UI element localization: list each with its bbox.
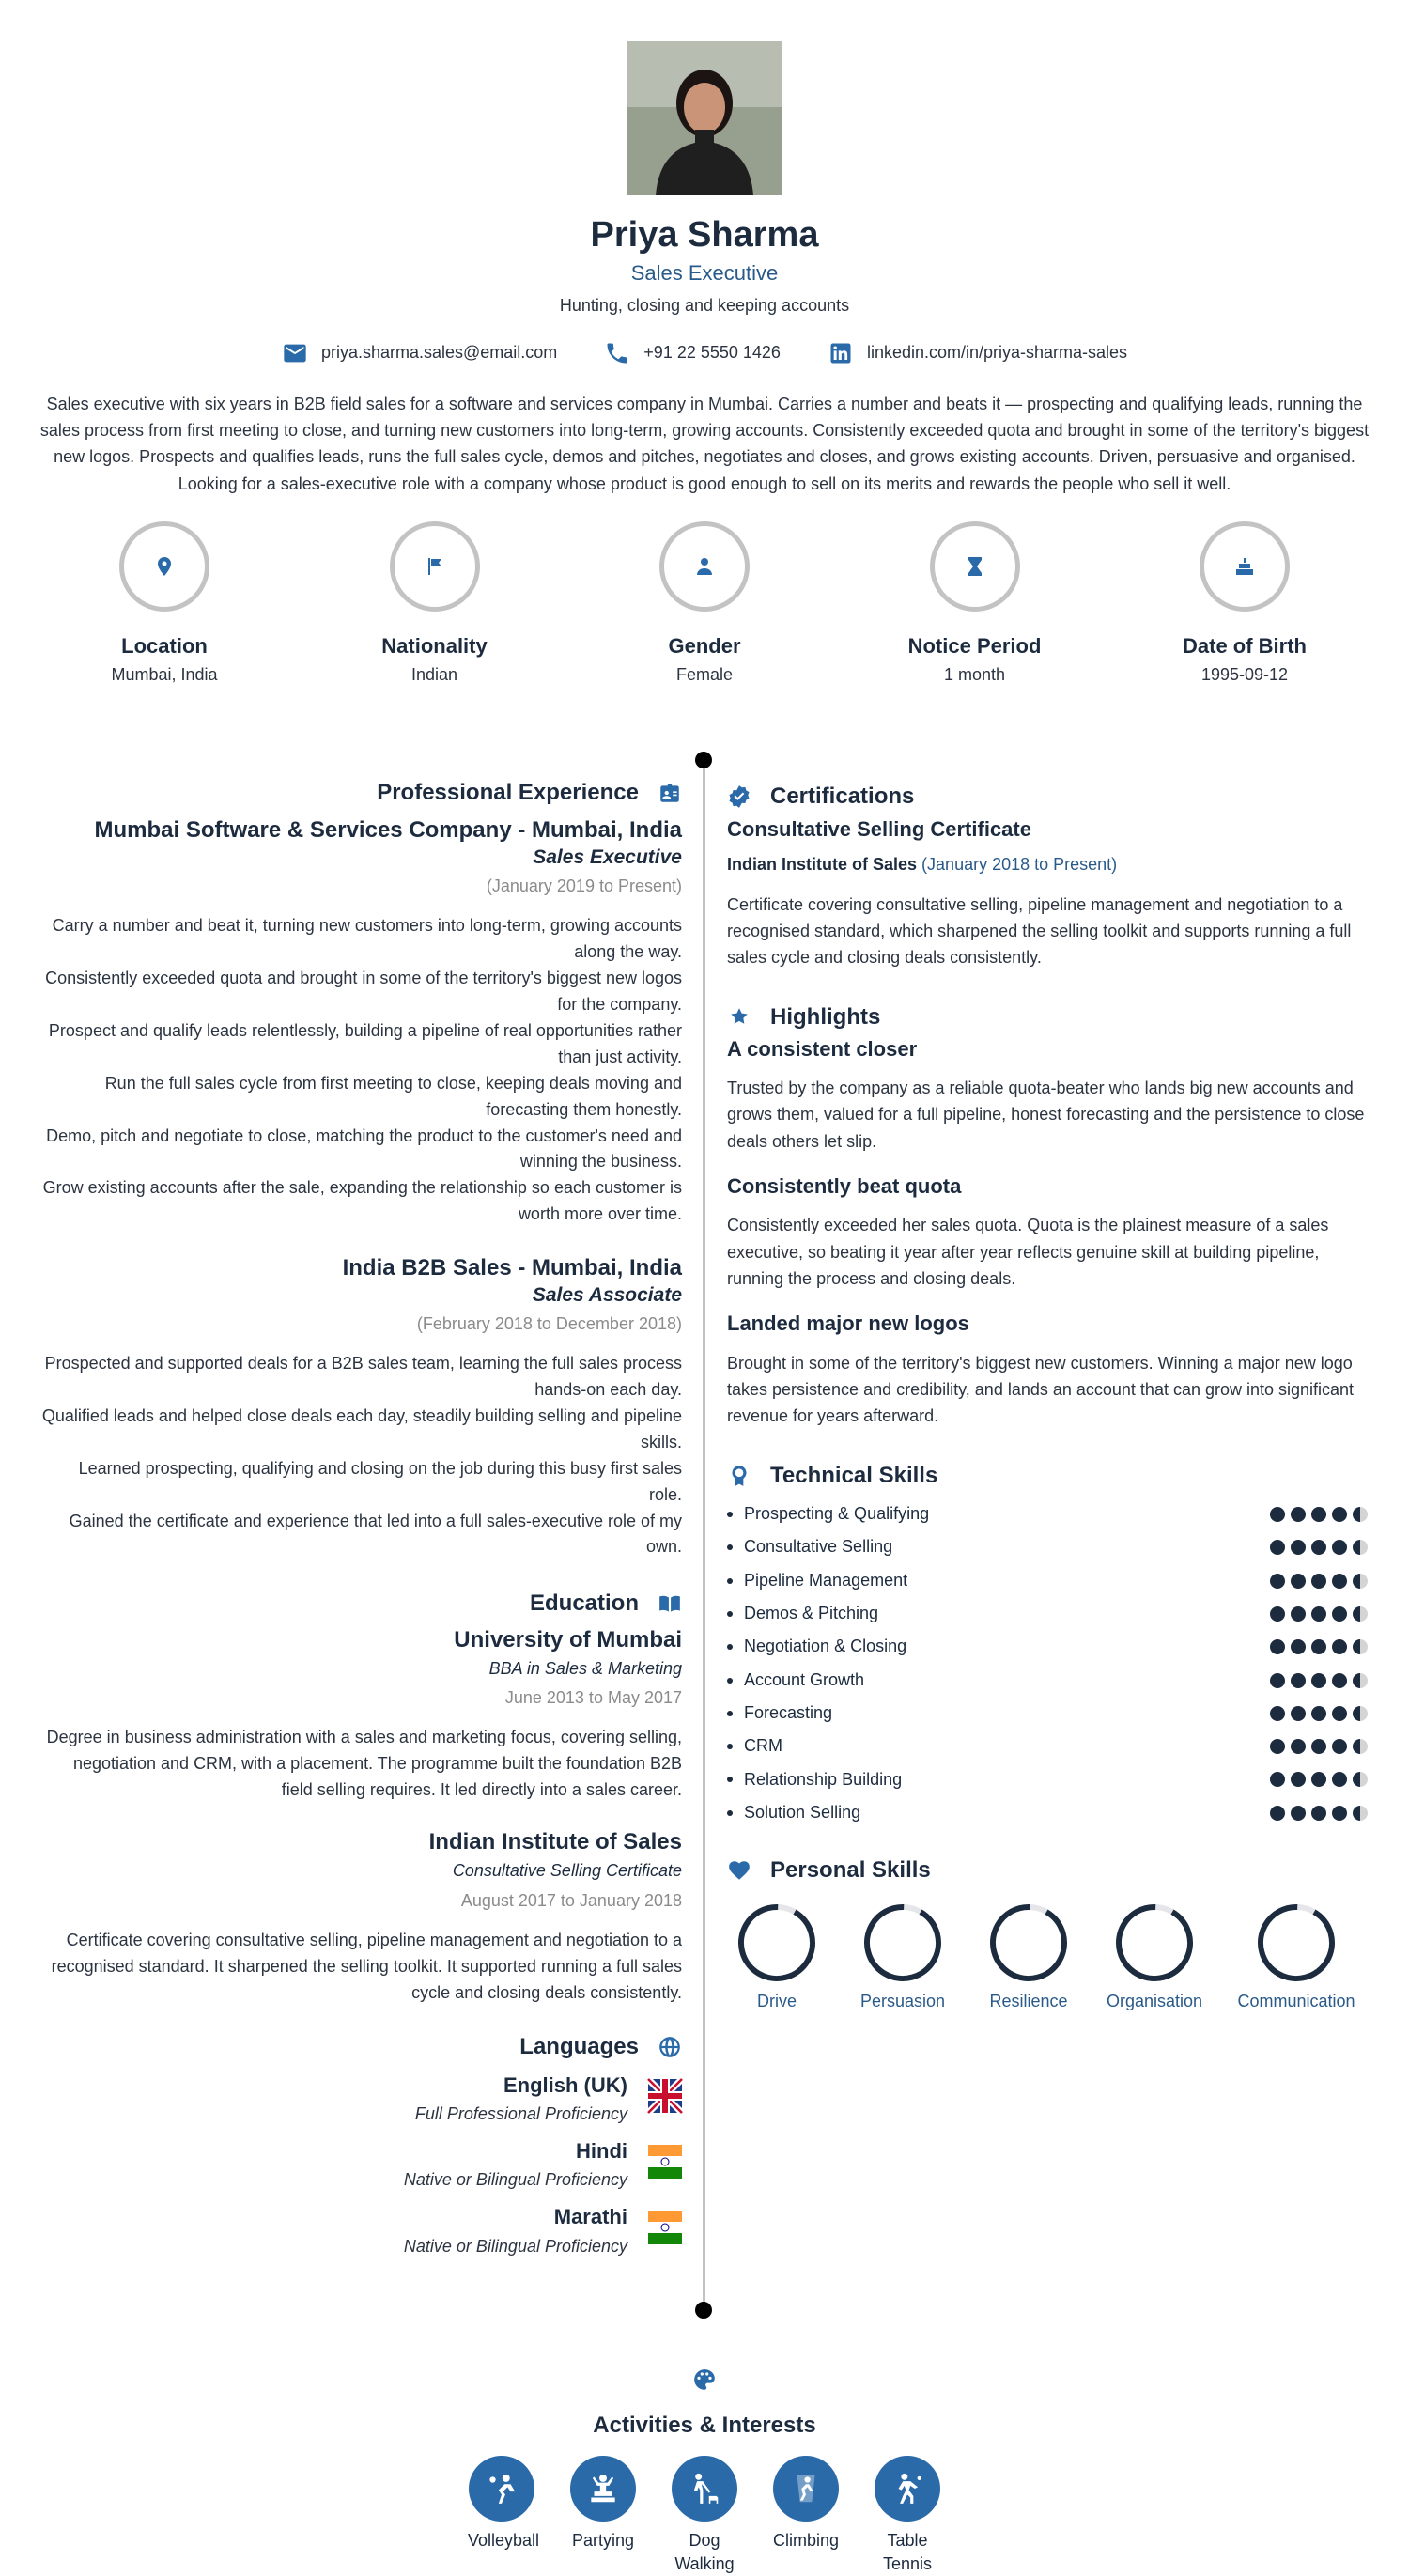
rating-dot [1353,1639,1368,1654]
award-ribbon-icon [727,1464,751,1488]
personal-skill [1105,1902,1204,2015]
highlight-title: Consistently beat quota [727,1173,962,1198]
contact-bar [0,340,1409,366]
skill-name: Consultative Selling [727,1534,892,1560]
rating-dot [1270,1673,1285,1688]
location-pin-icon [153,555,176,578]
skill-name: CRM [727,1733,782,1760]
job-dates: (January 2019 to Present) [486,877,682,896]
info-gender [615,521,794,689]
job-bullet: Consistently exceeded quota and brought in some of the territory's biggest new logos for the company. [45,969,682,1015]
info-value: Indian [410,665,458,685]
cert-org-line [727,852,1368,878]
personal-skill-label: Organisation [1106,1991,1203,2010]
job-title: Sales Executive [533,846,682,869]
cert-org: Indian Institute of Sales [727,854,918,874]
rating-dot [1353,1706,1368,1721]
experience-heading [41,778,682,807]
rating-dot [1291,1673,1306,1688]
info-label: Nationality [381,633,488,658]
personal-skill-label: Persuasion [859,1991,946,2010]
rating-dot [1311,1574,1326,1589]
languages-heading [41,2032,682,2061]
activities-list [0,2456,1409,2576]
candidate-tagline: Hunting, closing and keeping accounts [559,295,850,315]
info-label: Gender [668,633,741,658]
activity-item [772,2456,840,2576]
skill-ring [988,1902,1069,1983]
job-bullet: Demo, pitch and negotiate to close, matching the product to the customer's need and winning the business. [46,1125,682,1172]
resume-header [0,0,1409,497]
skill-ring [1256,1902,1337,1983]
skill-row [727,1697,1368,1730]
job-bullets [41,1351,682,1560]
job-company: India B2B Sales - Mumbai, India [342,1255,682,1281]
language-name: Hindi [576,2138,627,2163]
skill-name: Negotiation & Closing [727,1634,906,1660]
section-title: Education [529,1591,639,1617]
info-location [75,521,254,689]
table-tennis-icon [875,2456,940,2522]
activity-item [671,2456,738,2576]
rating-dot [1291,1739,1306,1754]
rating-dot [1291,1606,1306,1622]
book-icon [658,1591,682,1616]
rating-dot [1270,1639,1285,1654]
skill-rating [1270,1806,1368,1821]
rating-dot [1270,1507,1285,1522]
personal-skill-label: Communication [1237,1991,1355,2010]
skill-row [727,1763,1368,1796]
highlight-description: Trusted by the company as a reliable quota-beater who lands big new accounts and grows them, valued for a full pipeline, honest forecasting and the persistence to close deals others let slip. [727,1079,1365,1151]
email-icon [282,340,308,366]
skill-rating [1270,1606,1368,1622]
rating-dot [1291,1639,1306,1654]
rating-dot [1270,1806,1285,1821]
education-heading [41,1589,682,1618]
info-ring [119,521,209,612]
edu-school: Indian Institute of Sales [428,1829,682,1855]
info-value: 1995-09-12 [1200,665,1289,685]
section-title: Certifications [770,784,915,809]
rating-dot [1332,1806,1347,1821]
activity-label: Table Tennis [882,2531,933,2574]
skill-name: Pipeline Management [727,1568,907,1594]
info-ring [1200,521,1290,612]
activity-item [874,2456,941,2576]
rating-dot [1332,1772,1347,1787]
highlight-description: Consistently exceeded her sales quota. Quota is the plainest measure of a sales executive, so beating it year after year reflects genuine skill at building pipeline, running the process and closing deals. [727,1216,1329,1288]
edu-degree: Consultative Selling Certificate [452,1861,682,1881]
ring-progress [1247,1894,1345,1992]
skill-rating [1270,1507,1368,1522]
skill-row [727,1497,1368,1530]
job-company: Mumbai Software & Services Company - Mumbai, India [94,817,682,844]
candidate-name: Priya Sharma [590,215,819,255]
education-entry [41,1828,682,2006]
info-value: Mumbai, India [111,665,218,685]
info-label: Location [121,633,208,658]
edu-degree: BBA in Sales & Marketing [488,1658,682,1678]
language-level: Native or Bilingual Proficiency [403,2236,627,2256]
rating-dot [1353,1606,1368,1622]
email-text: priya.sharma.sales@email.com [320,342,558,362]
job-bullets [41,913,682,1228]
person-icon [693,555,716,578]
job-entry [41,1254,682,1560]
language-name: English (UK) [503,2072,627,2097]
candidate-role: Sales Executive [630,260,779,285]
rating-dot [1332,1574,1347,1589]
section-title: Personal Skills [770,1857,931,1884]
section-title: Technical Skills [770,1463,938,1489]
technical-skills-heading [727,1461,1368,1490]
edu-school: University of Mumbai [454,1626,682,1653]
phone-icon [604,340,630,366]
edu-description: Degree in business administration with a sales and marketing focus, covering selling, negotiation and CRM, with a placement. The programme built the foundation B2B field selling requires. It led directly into a sales career. [46,1728,682,1800]
skill-row [727,1631,1368,1664]
ring-progress [728,1894,826,1992]
profile-summary: Sales executive with six years in B2B field sales for a software and services company in Mumbai. Carries a number and beats it — prospecting and qualifying leads, running the sales process from first meeting to close, and turning new customers into long-term, growing accounts. Consistently exceeded quota and brought in some of the territory's biggest new logos. Prospects and qualifies leads, runs the full sales cycle, demos and pitches, negotiates and closes, and grows existing accounts. Driven, persuasive and organised. Looking for a sales-executive role with a company whose product is good enough to sell on its merits and rewards the people who sell it well. [39,394,1370,493]
edu-dates: June 2013 to May 2017 [504,1688,682,1708]
rating-dot [1291,1706,1306,1721]
verified-badge-icon [727,784,751,809]
dog-walking-icon [672,2456,737,2522]
hourglass-icon [964,555,986,578]
info-ring [390,521,480,612]
rating-dot [1353,1540,1368,1555]
india-flag-icon [648,2211,682,2244]
rating-dot [1332,1673,1347,1688]
personal-skill [1231,1902,1362,2015]
skill-name: Forecasting [727,1700,832,1727]
info-ring [930,521,1020,612]
activity-label: Dog Walking [674,2531,735,2574]
language-level: Full Professional Proficiency [414,2104,627,2124]
rating-dot [1353,1574,1368,1589]
rating-dot [1311,1739,1326,1754]
personal-skills-list [727,1902,1368,2015]
cert-dates: (January 2018 to Present) [921,854,1118,874]
rating-dot [1270,1540,1285,1555]
skill-row [727,1531,1368,1564]
info-value: 1 month [943,665,1006,685]
skill-name: Demos & Pitching [727,1601,878,1627]
activity-item [468,2456,540,2576]
timeline-dot-bottom [695,2302,712,2319]
skill-rating [1270,1574,1368,1589]
skill-ring [736,1902,817,1983]
info-value: Female [675,665,734,685]
id-badge-icon [658,781,682,805]
personal-skill-label: Resilience [989,1991,1068,2010]
skill-ring [862,1902,943,1983]
rating-dot [1332,1706,1347,1721]
rating-dot [1332,1739,1347,1754]
rating-dot [1270,1574,1285,1589]
skill-name: Account Growth [727,1668,864,1694]
activities-section [0,2367,1409,2576]
section-title: Professional Experience [377,780,639,805]
rating-dot [1270,1739,1285,1754]
personal-skill [979,1902,1078,2015]
job-title: Sales Associate [532,1284,682,1307]
rating-dot [1353,1739,1368,1754]
skill-rating [1270,1706,1368,1721]
job-bullet: Gained the certificate and experience that led into a full sales-executive role of my own. [69,1511,682,1557]
palette-icon [0,2367,1409,2400]
education-entry [41,1626,682,1804]
highlights-heading [727,1002,1368,1032]
personal-skills-heading [727,1855,1368,1885]
rating-dot [1291,1507,1306,1522]
rating-dot [1311,1639,1326,1654]
highlight-description: Brought in some of the territory's biggest new customers. Winning a major new logo takes persistence and credibility, and lands an account that can grow into significant revenue for years afterward. [727,1353,1355,1426]
info-date-of-birth [1155,521,1334,689]
rating-dot [1311,1806,1326,1821]
right-column [727,782,1368,2015]
language-level: Native or Bilingual Proficiency [403,2170,627,2190]
star-badge-icon [727,1005,751,1030]
cake-icon [1233,555,1256,578]
contact-email[interactable] [282,340,557,366]
cert-description: Certificate covering consultative selling, pipeline management and negotiation to a recognised standard, which sharpened the selling toolkit and supports running a full sales cycle and closing deals consistently. [727,894,1352,968]
rating-dot [1291,1806,1306,1821]
rating-dot [1311,1706,1326,1721]
rating-dot [1311,1540,1326,1555]
timeline-line [703,759,705,2309]
ring-progress [980,1894,1077,1992]
left-column [41,778,682,2260]
job-bullet: Grow existing accounts after the sale, expanding the relationship so each customer is worth more over time. [42,1178,682,1224]
ring-progress [854,1894,952,1992]
skill-row [727,1664,1368,1697]
info-nationality [346,521,524,689]
section-title: Highlights [770,1004,881,1031]
uk-flag-icon [648,2079,682,2113]
job-bullet: Prospected and supported deals for a B2B sales team, learning the full sales process hands-on each day. [44,1354,682,1400]
avatar [627,41,782,195]
skill-rating [1270,1639,1368,1654]
timeline-dot-top [695,752,712,768]
skill-rating [1270,1540,1368,1555]
rating-dot [1353,1806,1368,1821]
skill-name: Prospecting & Qualifying [727,1501,929,1528]
certifications-heading [727,782,1368,811]
rating-dot [1332,1540,1347,1555]
ring-progress [1106,1894,1203,1992]
skill-ring [1114,1902,1195,1983]
personal-skill [727,1902,827,2015]
flag-icon [424,555,446,578]
job-bullet: Carry a number and beat it, turning new customers into long-term, growing accounts along the way. [52,916,682,962]
job-dates: (February 2018 to December 2018) [416,1314,682,1334]
info-label: Date of Birth [1183,633,1307,658]
skill-name: Solution Selling [727,1800,860,1826]
info-notice-period [886,521,1064,689]
rating-dot [1270,1606,1285,1622]
rating-dot [1311,1772,1326,1787]
personal-info-row [0,521,1409,689]
linkedin-text: linkedin.com/in/priya-sharma-sales [866,342,1128,362]
rating-dot [1311,1507,1326,1522]
edu-dates: August 2017 to January 2018 [460,1890,682,1910]
job-bullet: Run the full sales cycle from first meeting to close, keeping deals moving and forecasting them honestly. [104,1073,682,1119]
rating-dot [1270,1706,1285,1721]
technical-skills-list [727,1497,1368,1829]
highlight-title: A consistent closer [727,1036,918,1061]
activity-item [569,2456,637,2576]
info-label: Notice Period [907,633,1042,658]
personal-skill [853,1902,952,2015]
linkedin-icon [828,340,854,366]
job-bullet: Learned prospecting, qualifying and closing on the job during this busy first sales role. [78,1458,682,1504]
contact-phone[interactable] [604,340,781,366]
rating-dot [1353,1673,1368,1688]
job-entry [41,816,682,1228]
activity-label: Climbing [772,2531,840,2551]
language-entry [41,2205,682,2259]
highlight-title: Landed major new logos [727,1311,969,1336]
rating-dot [1270,1772,1285,1787]
personal-skill-label: Drive [756,1991,797,2010]
language-entry [41,2073,682,2128]
info-ring [659,521,750,612]
globe-icon [658,2035,682,2059]
cert-name: Consultative Selling Certificate [727,817,1031,842]
skill-name: Relationship Building [727,1767,902,1793]
heart-icon [727,1858,751,1883]
language-name: Marathi [553,2205,627,2229]
skill-row [727,1796,1368,1829]
skill-rating [1270,1673,1368,1688]
rating-dot [1291,1772,1306,1787]
volleyball-icon [469,2456,534,2522]
rating-dot [1291,1574,1306,1589]
rating-dot [1353,1507,1368,1522]
job-bullet: Prospect and qualify leads relentlessly, building a pipeline of real opportunities rather than just activity. [48,1020,682,1066]
activity-label: Partying [571,2531,635,2551]
skill-rating [1270,1739,1368,1754]
activities-title: Activities & Interests [593,2412,816,2438]
rating-dot [1332,1639,1347,1654]
rating-dot [1311,1606,1326,1622]
rating-dot [1353,1772,1368,1787]
rating-dot [1311,1673,1326,1688]
activity-label: Volleyball [468,2531,540,2551]
skill-row [727,1730,1368,1763]
job-bullet: Qualified leads and helped close deals each day, steadily building selling and pipeline skills. [41,1406,682,1451]
partying-icon [570,2456,636,2522]
climbing-icon [773,2456,839,2522]
skill-row [727,1564,1368,1597]
phone-text: +91 22 5550 1426 [643,342,781,362]
rating-dot [1332,1507,1347,1522]
skill-row [727,1597,1368,1630]
skill-rating [1270,1772,1368,1787]
edu-description: Certificate covering consultative selling, pipeline management and negotiation to a recognised standard. It sharpened the selling toolkit. It supported running a full sales cycle and closing deals consistently. [51,1930,682,2002]
language-entry [41,2139,682,2194]
rating-dot [1332,1606,1347,1622]
contact-linkedin[interactable] [828,340,1127,366]
india-flag-icon [648,2145,682,2179]
section-title: Languages [519,2034,639,2060]
rating-dot [1291,1540,1306,1555]
